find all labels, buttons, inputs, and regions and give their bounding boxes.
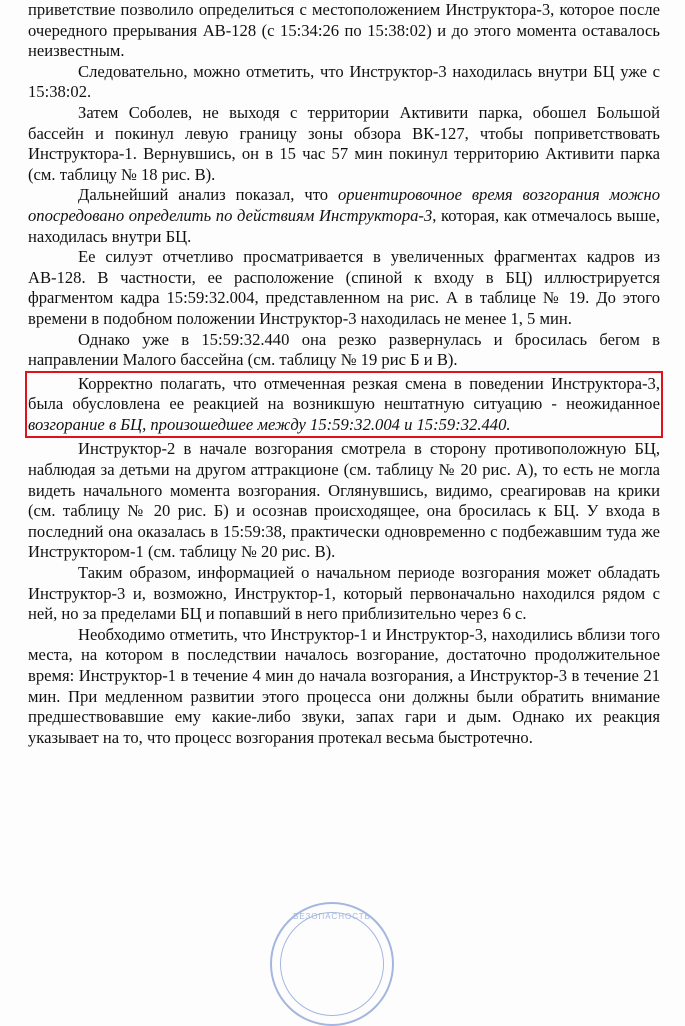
- paragraph-3: Дальнейший анализ показал, что ориентировочное время возгорания можно опосредовано определить по действиям Инструктора-3, которая, как отмечалось выше, находилась внутри БЦ.: [28, 185, 660, 246]
- paragraph-0: приветствие позволило определиться с местоположением Инструктора-3, которое после очередного прерывания АВ-128 (с 15:34:26 по 15:38:02) и до этого момента оставалось неизвестным.: [28, 0, 660, 61]
- highlighted-paragraph: Корректно полагать, что отмеченная резкая смена в поведении Инструктора-3, была обусловлена ее реакцией на возникшую нештатную ситуацию - неожиданное возгорание в БЦ, произошедшее между 15:59:32.004 и 15:59:32.440.: [28, 373, 660, 434]
- document-page: [28, 0, 660, 748]
- official-stamp: [270, 902, 394, 1026]
- stamp-inner-ring: [280, 912, 384, 1016]
- stamp-text: БЕЗОПАСНОСТЬ: [293, 912, 371, 921]
- paragraph-1: Следовательно, можно отметить, что Инструктор-3 находилась внутри БЦ уже с 15:38:02.: [28, 61, 660, 102]
- paragraph-7: Инструктор-2 в начале возгорания смотрела в сторону противоположную БЦ, наблюдая за детьми на другом аттракционе (см. таблицу № 20 рис. А), то есть не могла видеть начального момента возгорания. Оглянувшись, видимо, среагировав на крики (см. таблицу № 20 рис. Б) и осознав происходящее, она бросилась к БЦ. У входа в последний она оказалась в 15:59:38, практически одновременно с подбежавшим туда же Инструктором-1 (см. таблицу № 20 рис. В).: [28, 439, 660, 562]
- paragraph-4: Ее силуэт отчетливо просматривается в увеличенных фрагментах кадров из АВ-128. В частности, ее расположение (спиной к входу в БЦ) иллюстрируется фрагментом кадра 15:59:32.004, представленном на рис. А в таблице № 19. До этого времени в подобном положении Инструктор-3 находилась не менее 1, 5 мин.: [28, 247, 660, 328]
- paragraph-2: Затем Соболев, не выходя с территории Активити парка, обошел Большой бассейн и покинул левую границу зоны обзора ВК-127, чтобы поприветствовать Инструктора-1. Вернувшись, он в 15 час 57 мин покинул территорию Активити парка (см. таблицу № 18 рис. В).: [28, 102, 660, 184]
- paragraph-9: Необходимо отметить, что Инструктор-1 и Инструктор-3, находились вблизи того места, на котором в последствии началось возгорание, достаточно продолжительное время: Инструктор-1 в течение 4 мин до начала возгорания, а Инструктор-3 в течение 21 мин. При медленном развитии этого процесса они должны были обратить внимание предшествовавшие ему какие-либо звуки, запах гари и дым. Однако их реакция указывает на то, что процесс возгорания протекал весьма быстротечно.: [28, 624, 660, 747]
- paragraph-8: Таким образом, информацией о начальном периоде возгорания может обладать Инструктор-3 и, возможно, Инструктор-1, который первоначально находился рядом с ней, но за пределами БЦ и попавший в него приблизительно через 6 с.: [28, 563, 660, 624]
- paragraph-5: Однако уже в 15:59:32.440 она резко развернулась и бросилась бегом в направлении Малого бассейна (см. таблицу № 19 рис Б и В).: [28, 329, 660, 370]
